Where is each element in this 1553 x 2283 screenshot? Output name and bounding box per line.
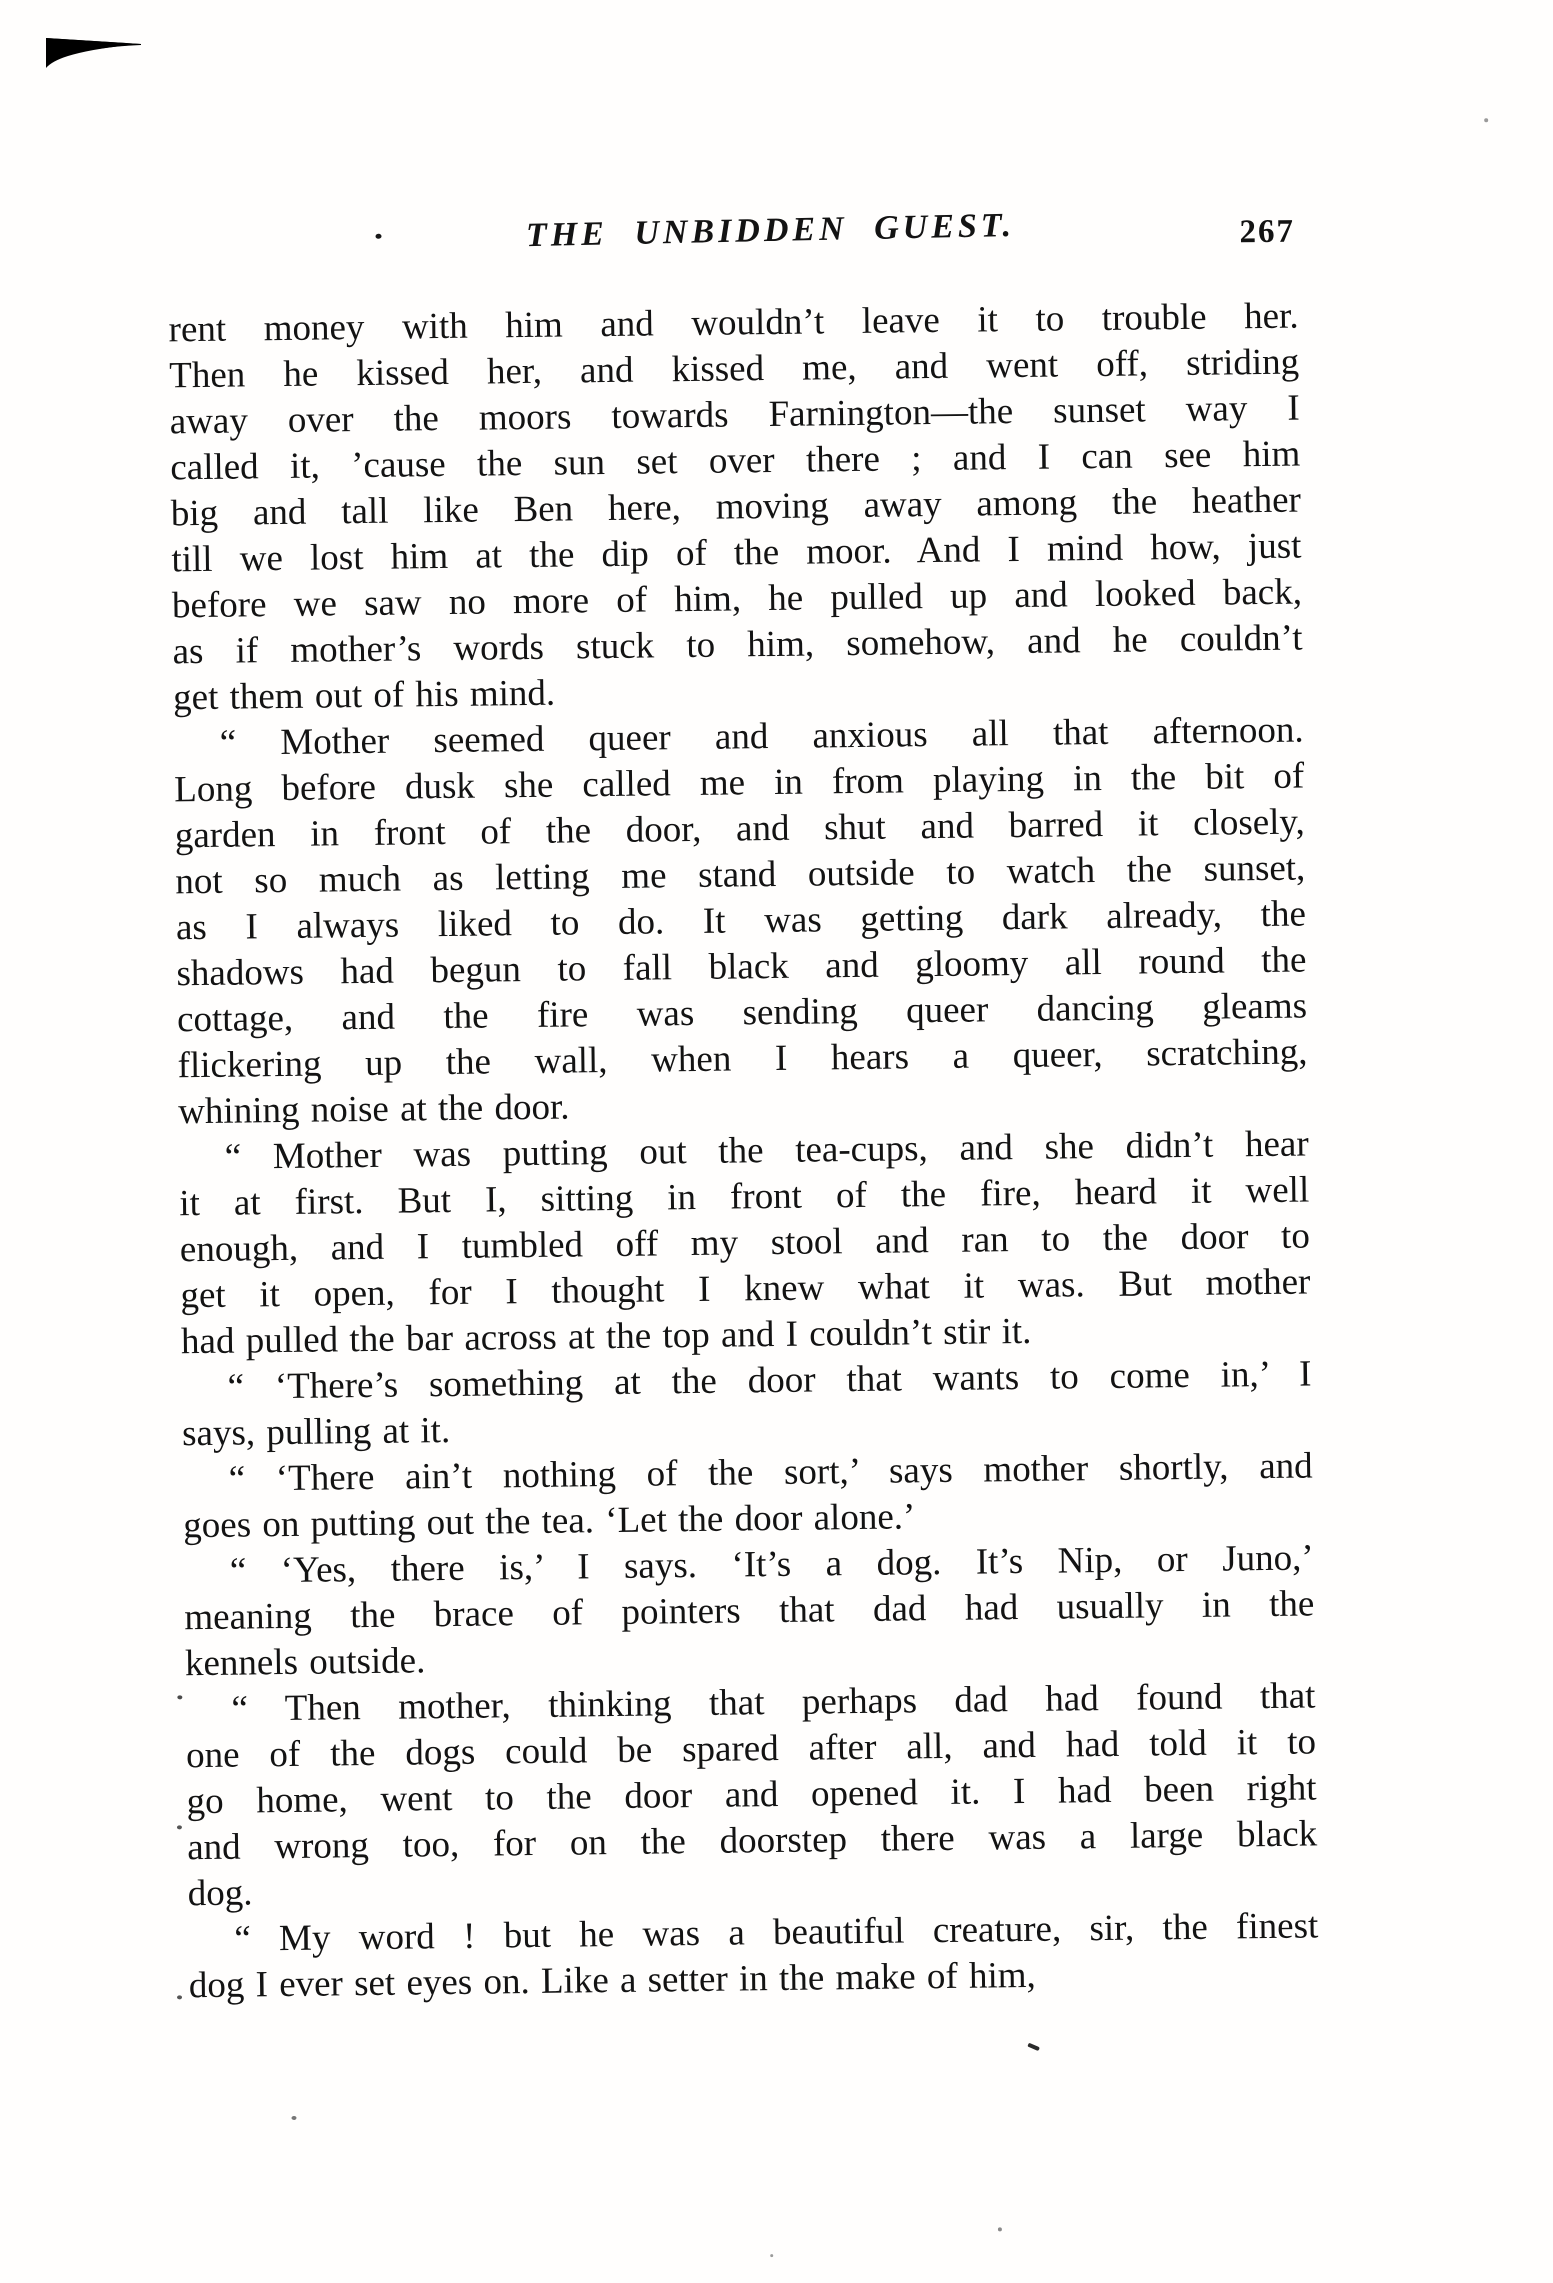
text-line: one of the dogs could be spared after all, and had told it to — [185, 1721, 1317, 1777]
text-line: called it, ’cause the sun set over there ; and I can see him — [170, 433, 1301, 489]
text-line: enough, and I tumbled off my stool and ran to the door to — [179, 1215, 1311, 1271]
text-block — [168, 294, 1319, 2010]
paragraph — [168, 294, 1303, 722]
text-line: “ ‘Yes, there is,’ I says. ‘It’s a dog. It’s Nip, or Juno,’ — [229, 1537, 1314, 1592]
paragraph — [182, 1443, 1313, 1549]
ink-speck — [177, 1995, 182, 1999]
text-line: “ Then mother, thinking that perhaps dad had found that — [231, 1675, 1316, 1730]
stray-ink-tick — [1027, 2043, 1040, 2051]
paragraph — [188, 1903, 1319, 2009]
paragraph — [184, 1535, 1316, 1687]
text-line: go home, went to the door and opened it. I had been right — [186, 1767, 1317, 1823]
text-line: “ Mother seemed queer and anxious all that afternoon. — [219, 709, 1304, 764]
paragraph — [173, 708, 1308, 1136]
text-line: dog I ever set eyes on. Like a setter in the make of him, — [188, 1954, 1036, 2007]
paragraph — [178, 1121, 1311, 1365]
ink-speck — [1484, 118, 1488, 122]
ink-speck — [177, 1825, 182, 1829]
text-line: says, pulling at it. — [181, 1410, 451, 1455]
text-line: “ Mother was putting out the tea-cups, and she didn’t hear — [224, 1123, 1309, 1178]
text-line: meaning the brace of pointers that dad had usually in the — [184, 1583, 1315, 1639]
ink-speck — [998, 2227, 1002, 2231]
text-line: not so much as letting me stand outside to watch the sunset, — [175, 847, 1306, 903]
running-title: THE UNBIDDEN GUEST. — [525, 206, 1016, 255]
page-number: 267 — [1239, 213, 1296, 251]
text-line: as I always liked to do. It was getting dark already, the — [175, 893, 1307, 949]
text-line: and wrong too, for on the doorstep there was a large black — [186, 1813, 1318, 1869]
text-line: whining noise at the door. — [177, 1086, 570, 1133]
text-line: flickering up the wall, when I hears a queer, scratching, — [177, 1031, 1308, 1087]
text-line: cottage, and the fire was sending queer dancing gleams — [176, 985, 1308, 1041]
text-line: big and tall like Ben here, moving away among the heather — [170, 479, 1302, 535]
text-line: kennels outside. — [184, 1640, 426, 1685]
text-line: before we saw no more of him, he pulled up and looked back, — [171, 571, 1303, 627]
text-line: goes on putting out the tea. ‘Let the door alone.’ — [183, 1496, 916, 1547]
text-line: rent money with him and wouldn’t leave it to trouble her. — [168, 295, 1299, 351]
text-line: Then he kissed her, and kissed me, and went off, striding — [168, 341, 1300, 397]
text-line: get them out of his mind. — [172, 672, 556, 719]
text-line: “ ‘There ain’t nothing of the sort,’ says mother shortly, and — [228, 1445, 1313, 1500]
text-line: get it open, for I thought I knew what it was. But mother — [180, 1261, 1311, 1317]
text-line: till we lost him at the dip of the moor. And I mind how, just — [171, 525, 1302, 581]
text-line: as if mother’s words stuck to him, somehow, and he couldn’t — [172, 617, 1303, 673]
ink-speck — [770, 2254, 773, 2257]
text-line: shadows had begun to fall black and gloomy all round the — [176, 939, 1307, 995]
text-line: it at first. But I, sitting in front of the fire, heard it well — [179, 1169, 1310, 1225]
text-line: had pulled the bar across at the top and I couldn’t stir it. — [180, 1310, 1032, 1363]
paragraph — [181, 1351, 1312, 1457]
ink-speck — [375, 234, 381, 239]
ink-speck — [177, 1695, 182, 1699]
text-line: “ My word ! but he was a beautiful creature, sir, the finest — [234, 1905, 1319, 1960]
text-line: dog. — [187, 1872, 253, 1915]
paragraph — [185, 1673, 1318, 1917]
text-line: “ ‘There’s something at the door that wants to come in,’ I — [227, 1353, 1312, 1408]
text-line: away over the moors towards Farnington—the sunset way I — [169, 387, 1300, 443]
page-header — [167, 206, 1298, 272]
text-line: Long before dusk she called me in from playing in the bit of — [174, 755, 1305, 811]
ink-speck — [291, 2116, 296, 2120]
text-line: garden in front of the door, and shut and barred it closely, — [174, 801, 1305, 857]
